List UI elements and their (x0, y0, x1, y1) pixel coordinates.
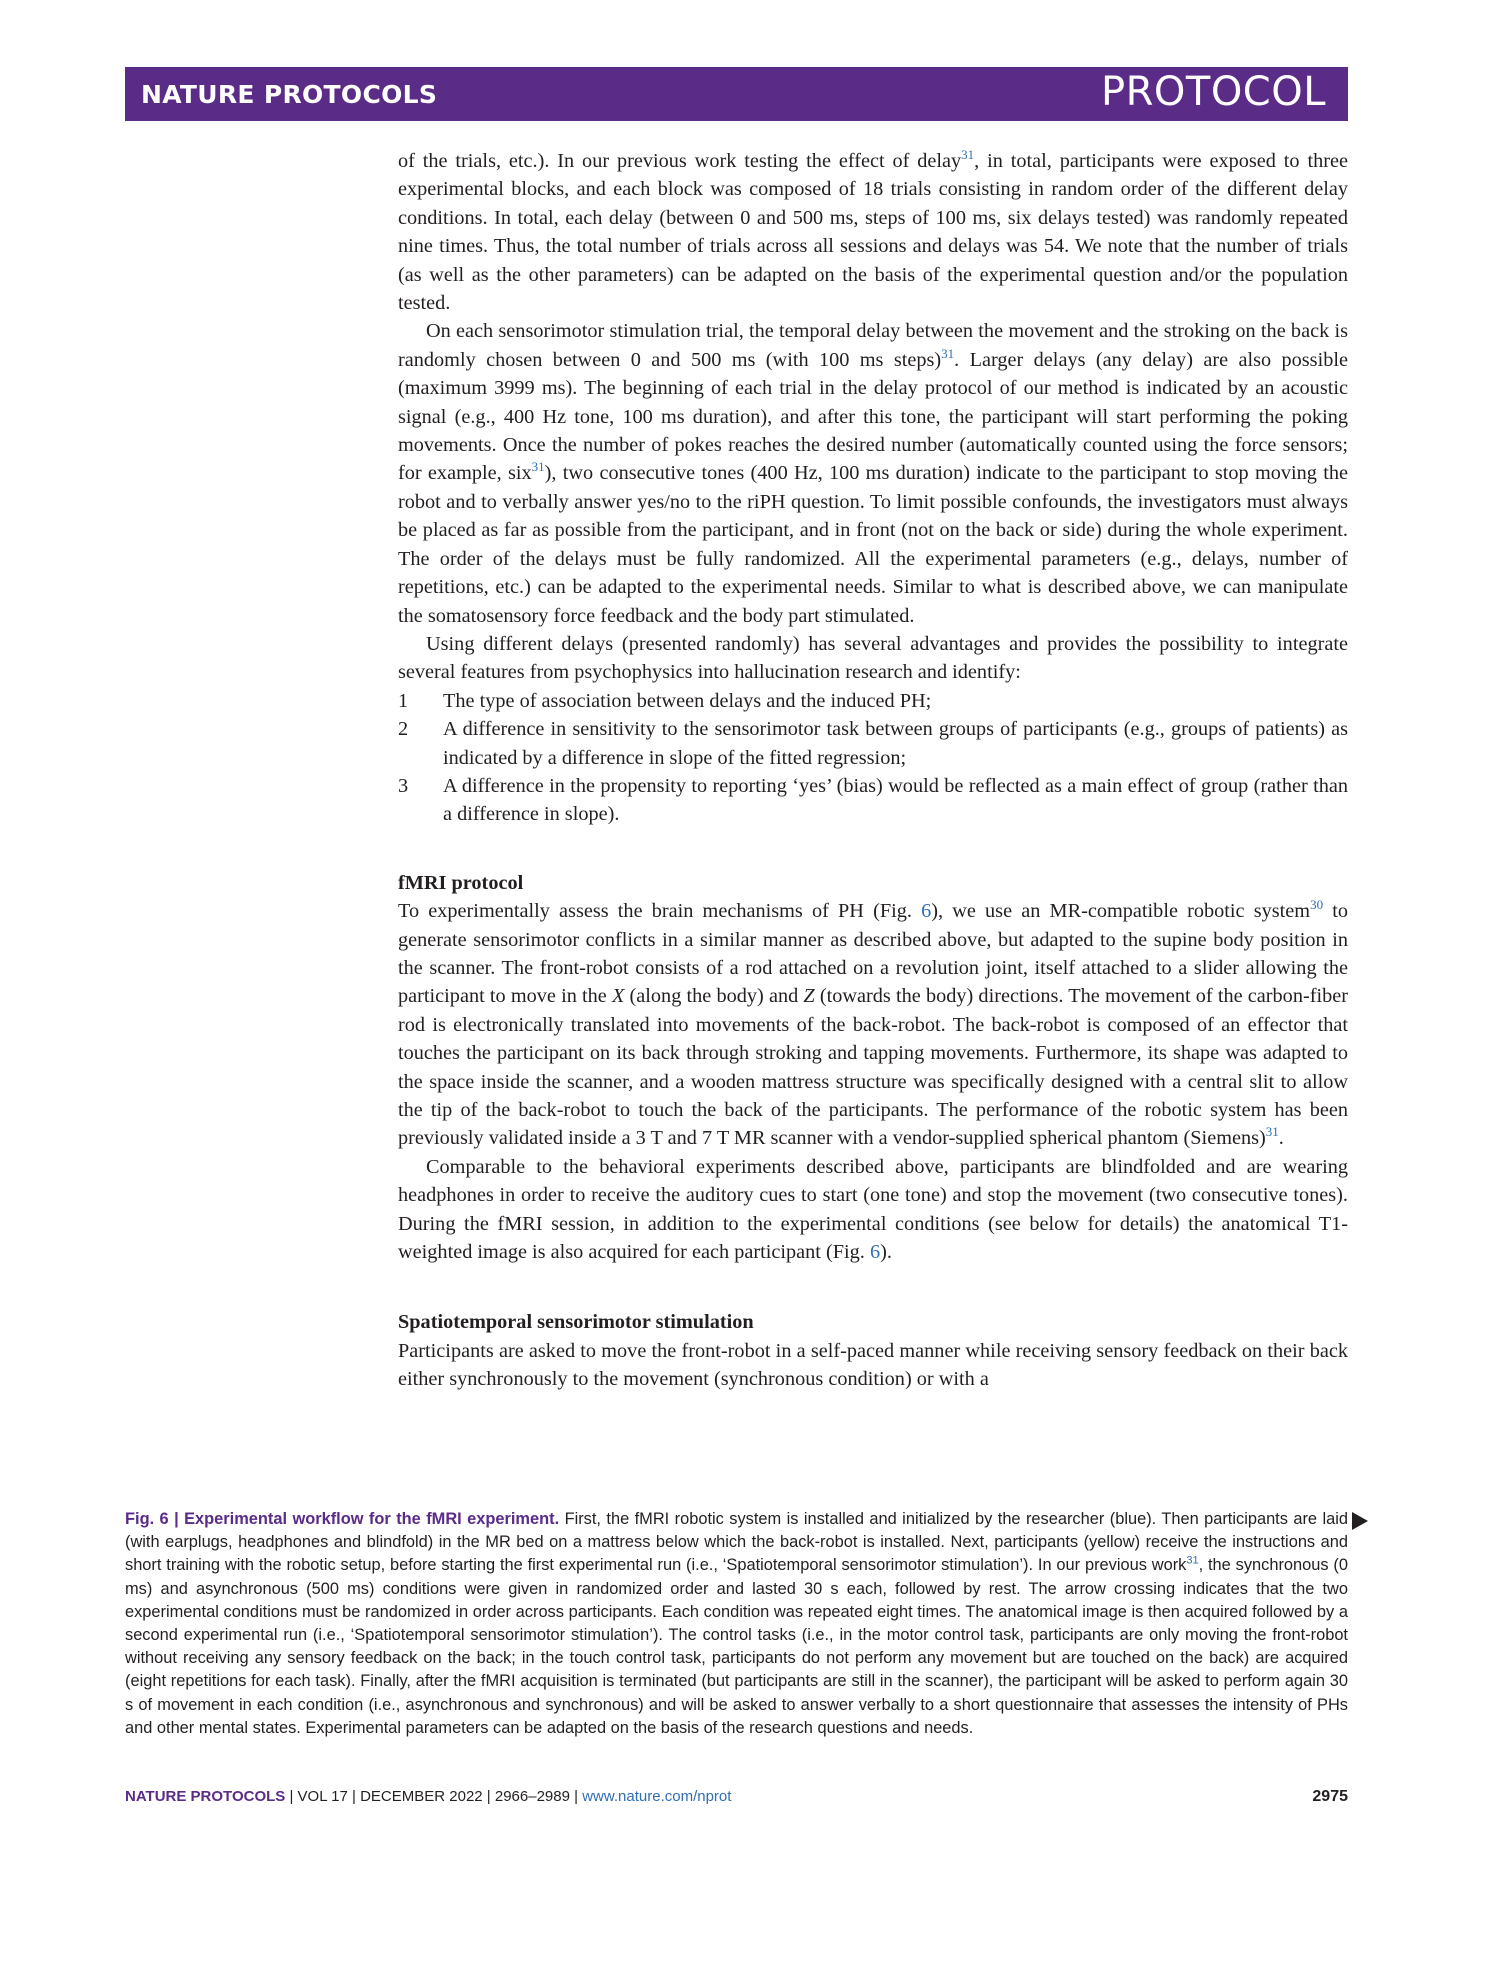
paragraph-behavioral-comparison: Comparable to the behavioral experiments described above, participants are blindfolded and are wearing headphones in order to receive the auditory cues to start (one tone) and stop the movement (two consecutive tones). During the fMRI session, in addition to the experimental conditions (see below for details) the anatomical T1-weighted image is also acquired for each participant (Fig. 6). (398, 1155, 1348, 1264)
paragraph-stimulation-trial: On each sensorimotor stimulation trial, the temporal delay between the movement and the stroking on the back is randomly chosen between 0 and 500 ms (with 100 ms steps)$^{31}$. Larger delays (any delay) are also possible (maximum 3999 ms). The beginning of each trial in the delay protocol of our method is indicated by an acoustic signal (e.g., 400 Hz tone, 100 ms duration), and after this tone, the participant will start performing the poking movements. Once the number of pokes reaches the desired number (automatically counted using the force sensors; for example, six$^{31}$), two consecutive tones (400 Hz, 100 ms duration) indicate to the participant to stop moving the robot and to verbally answer yes/no to the riPH question. To limit possible confounds, the investigators must always be placed as far as possible from the participant, and in front (not on the back or side) during the whole experiment. The order of the delays must be fully randomized. All the experimental parameters (e.g., delays, number of repetitions, etc.) can be adapted to the experimental needs. Similar to what is described above, we can manipulate the somatosensory force feedback and the body part stimulated. (398, 320, 1348, 627)
citation-link[interactable]: 31 (941, 346, 955, 362)
paragraph-trials: of the trials, etc.). In our previous work testing the effect of delay$^{31}$, in total, participants were exposed to three experimental blocks, and each block was composed of 18 trials consisting in random order of the different delay conditions. In total, each delay (between 0 and 500 ms, steps of 100 ms, six delays tested) was randomly repeated nine times. Thus, the total number of trials across all sessions and delays was 54. We note that the number of trials (as well as the other parameters) can be adapted on the basis of the experimental question and/or the population tested. (398, 147, 1348, 315)
paragraph-fmri-system: To experimentally assess the brain mechanisms of PH (Fig. 6), we use an MR-compatible robotic system$^{30}$ to generate sensorimotor conflicts in a similar manner as described above, but adapted to the supine body position in the scanner. The front-robot consists of a rod attached on a revolution joint, itself attached to a slider allowing the participant to move in the X (along the body) and Z (towards the body) directions. The movement of the carbon-fiber rod is electronically translated into movements of the back-robot. The back-robot is composed of an effector that touches the participant on its back through stroking and tapping movements. Furthermore, its shape was adapted to the space inside the scanner, and a wooden mattress structure was specifically designed with a central slit to allow the tip of the back-robot to touch the back of the participants. The performance of the robotic system has been previously validated inside a 3 T and 7 T MR scanner with a vendor-supplied spherical phantom (Siemens)$^{31}$. (398, 897, 1348, 1150)
page-number: 2975 (1312, 1788, 1348, 1805)
body-text-column (398, 147, 1348, 1394)
figure-link[interactable]: 6 (869, 1241, 881, 1264)
caption-title: Fig. 6 | Experimental workflow for the fMRI experiment. (125, 1510, 560, 1528)
footer-url-link[interactable]: www.nature.com/nprot (582, 1788, 732, 1805)
footer-date: DECEMBER 2022 (360, 1788, 483, 1805)
numbered-list (398, 687, 1348, 829)
citation-link[interactable]: 31 (1186, 1554, 1199, 1567)
paragraph-delays-advantages: Using different delays (presented randomly) has several advantages and provides the possibility to integrate several features from psychophysics into hallucination research and identify: (398, 632, 1348, 684)
figure-link[interactable]: 6 (921, 900, 932, 923)
citation-link[interactable]: 31 (961, 147, 975, 163)
heading-fmri-protocol: fMRI protocol (398, 871, 524, 894)
journal-header-bar (125, 67, 1348, 121)
citation-link[interactable]: 30 (1310, 897, 1324, 913)
footer-pages: 2966–2989 (494, 1788, 570, 1805)
caption-continue-arrow-icon (1352, 1512, 1368, 1530)
footer-journal: NATURE PROTOCOLS (125, 1788, 286, 1805)
page-footer: NATURE PROTOCOLS | VOL 17 | DECEMBER 2022 | 2966–2989 | www.nature.com/nprot 2975 (125, 1788, 1348, 1805)
journal-name: NATURE PROTOCOLS (141, 80, 438, 109)
section-label: PROTOCOL (1100, 69, 1326, 115)
citation-link[interactable]: 31 (1265, 1124, 1279, 1140)
footer-volume: VOL 17 (297, 1788, 348, 1805)
list-item: 3 A difference in the propensity to reporting ‘yes’ (bias) would be reflected as a main effect of group (rather than a difference in slope). (398, 774, 1348, 826)
list-item: 2 A difference in sensitivity to the sensorimotor task between groups of participants (e.g., groups of patients) as indicated by a difference in slope of the fitted regression; (398, 718, 1348, 769)
paragraph-spatiotemporal: Participants are asked to move the front-robot in a self-paced manner while receiving sensory feedback on their back either synchronously to the movement (synchronous condition) or with a (398, 1339, 1348, 1391)
heading-spatiotemporal-stimulation: Spatiotemporal sensorimotor stimulation (398, 1311, 754, 1334)
figure-caption: Fig. 6 | Experimental workflow for the fMRI experiment. First, the fMRI robotic system is installed and initialized by the researcher (blue). Then participants are laid (with earplugs, headphones and blindfold) in the MR bed on a mattress below which the back-robot is installed. Next, participants (yellow) receive the instructions and short training with the robotic setup, before starting the first experimental run (i.e., ‘Spatiotemporal sensorimotor stimulation’). In our previous work$^{31}$, the synchronous (0 ms) and asynchronous (500 ms) conditions were given in randomized order and lasted 30 s each, followed by rest. The arrow crossing indicates that the two experimental conditions must be randomized in order across participants. Each condition was repeated eight times. The anatomical image is then acquired followed by a second experimental run (i.e., ‘Spatiotemporal sensorimotor stimulation’). The control tasks (i.e., in the motor control task, participants are only moving the front-robot without receiving any sensory feedback on the back; in the touch control task, participants do not perform any movement but are touched on the back) are acquired (eight repetitions for each task). Finally, after the fMRI acquisition is terminated (but participants are still in the scanner), the participant will be asked to perform again 30 s of movement in each condition (i.e., asynchronous and synchronous) and will be asked to answer verbally to a short questionnaire that assesses the intensity of PHs and other mental states. Experimental parameters can be adapted on the basis of the research questions and needs. (125, 1510, 1348, 1737)
list-item: 1 The type of association between delays and the induced PH; (398, 689, 932, 712)
citation-link[interactable]: 31 (531, 459, 545, 475)
